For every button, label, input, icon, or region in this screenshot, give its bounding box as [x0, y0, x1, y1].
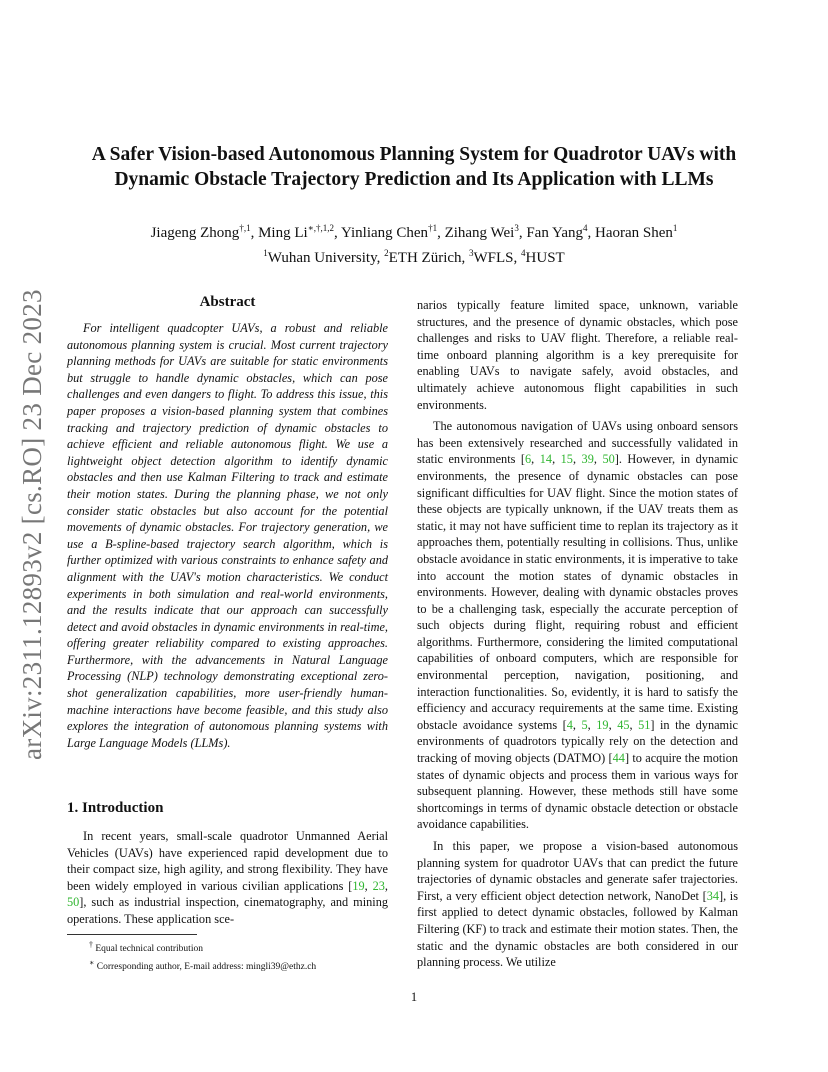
citation-link[interactable]: 15: [560, 452, 573, 467]
intro-paragraph-2: The autonomous navigation of UAVs using onboard sensors has been extensively researched and successfully validated in static environments [6, 14, 15, 39, 50]. However, in dynamic environments, the presence of dynamic obstacles can pose significant difficulties for UAV flight. Since the motion states of these objects are typically unknown, if the UAV treats them as static, it may not have sufficient time to replan its trajectory as it approaches them, potentially resulting in collisions. Thus, unlike obstacle avoidance in static environments, it is imperative to take into account the motion states of dynamic obstacles in environments. However, dealing with dynamic obstacles proves to be a challenging task, especially the accurate perception of such objects during flight, requiring robust and efficient algorithms. Furthermore, considering the limited computational capabilities of onboard computers, which are responsible for environmental perception, navigation, positioning, and interaction functionalities. So, evidently, it is hard to satisfy the efficiency and accuracy requirements at the same time. Existing obstacle avoidance systems [4, 5, 19, 45, 51] in the dynamic environments of quadrotors typically rely on the detection and tracking of moving objects (DATMO) [44] to acquire the motion states of dynamic objects and process them in various ways for subsequent planning. However, these methods still have some shortcomings in terms of dynamic obstacle detection or obstacle avoidance capabilities.: [417, 419, 738, 832]
affiliation-marker: 2: [384, 248, 389, 258]
footnote-divider: [67, 934, 197, 935]
author-affiliation-marker: 4: [583, 223, 588, 233]
citation-link[interactable]: 19: [352, 878, 365, 893]
author-name: Haoran Shen: [595, 225, 673, 241]
citation-link[interactable]: 19: [596, 717, 609, 732]
intro-paragraph-3: In this paper, we propose a vision-based autonomous planning system for quadrotor UAVs that can predict the future trajectories of dynamic obstacles and generate safer trajectories. First, a very efficient object detection network, NanoDet [34], is first applied to detect dynamic obstacles, followed by Kalman Filtering (KF) to track and estimate their motion states. Then, the static and the dynamic obstacles are both considered in our planning process. We utilize: [417, 839, 738, 970]
footnote-corresponding-author: ∗ Corresponding author, E-mail address: mingli39@ethz.ch: [89, 958, 317, 973]
affiliation-name: WFLS: [473, 250, 514, 266]
affiliation-marker: 1: [263, 248, 268, 258]
citation-link[interactable]: 44: [612, 751, 625, 766]
citation-link[interactable]: 51: [638, 717, 651, 732]
citation-link[interactable]: 5: [581, 717, 588, 732]
author-affiliation-marker: †1: [428, 223, 438, 233]
affiliation-name: HUST: [525, 250, 565, 266]
author-affiliation-marker: ∗,†,1,2: [307, 223, 335, 233]
citation-link[interactable]: 4: [566, 717, 573, 732]
affiliation-name: ETH Zürich: [388, 250, 462, 266]
title-line-2: Dynamic Obstacle Trajectory Prediction and Its Application with LLMs: [114, 169, 714, 190]
author-affiliation-marker: †,1: [239, 223, 251, 233]
author-block: [60, 218, 768, 268]
author-name: Yinliang Chen: [340, 225, 429, 241]
citation-link[interactable]: 34: [706, 888, 719, 903]
author-name: Ming Li: [258, 225, 308, 241]
abstract-text: For intelligent quadcopter UAVs, a robust and reliable autonomous planning system is crucial. Most current trajectory planning methods for UAVs are suitable for static environments but struggle to handle dynamic obstacles, which can pose challenges and even dangers to flight. To address this issue, this paper proposes a vision-based planning system that combines tracking and trajectory prediction of dynamic obstacles to achieve efficient and reliable autonomous flight. We use a lightweight object detection algorithm to identify dynamic obstacles and then use Kalman Filtering to track and estimate their motion states. During the planning phase, we not only consider static obstacles but also account for the potential movements of dynamic obstacles. For trajectory generation, we use a B-spline-based trajectory search algorithm, which is further optimized with various constraints to enhance safety and alignment with the UAV's motion characteristics. We conduct experiments in both simulation and real-world environments, and the results indicate that our approach can successfully detect and avoid obstacles in dynamic environments in real-time, offering greater reliability compared to existing approaches. Furthermore, with the advancements in Natural Language Processing (NLP) technology demonstrating exceptional zero-shot generalization capabilities, more user-friendly human-machine interactions have become feasible, and this study also explores the integration of autonomous planning systems with Large Language Models (LLMs).: [67, 321, 388, 750]
author-affiliation-marker: 3: [514, 223, 519, 233]
footnote-equal-contribution: † Equal technical contribution: [89, 940, 203, 955]
citation-link[interactable]: 45: [617, 717, 630, 732]
citation-link[interactable]: 6: [525, 452, 532, 467]
intro-paragraph-1-continued: narios typically feature limited space, unknown, variable structures, and the presence of dynamic obstacles, which pose challenges and risks to UAV flight. Therefore, a reliable real-time onboard planning algorithm is a key prerequisite for enabling UAVs to navigate safely, avoid obstacles, and ultimately achieve autonomous flight capabilities in such environments.: [417, 298, 738, 412]
citation-link[interactable]: 39: [581, 452, 594, 467]
citation-link[interactable]: 23: [372, 878, 385, 893]
author-name: Jiageng Zhong: [150, 225, 240, 241]
affiliation-marker: 4: [521, 248, 526, 258]
arxiv-stamp: arXiv:2311.12893v2 [cs.RO] 23 Dec 2023: [17, 289, 47, 760]
intro-paragraph-1: In recent years, small-scale quadrotor Unmanned Aerial Vehicles (UAVs) have experienced rapid development due to their compact size, high agility, and strong flexibility. They have been widely employed in various civilian applications [19, 23, 50], such as industrial inspection, cinematography, and mining operations. These application sce-: [67, 829, 388, 926]
section-heading-introduction: 1. Introduction: [67, 800, 164, 816]
citation-link[interactable]: 50: [602, 452, 615, 467]
citation-link[interactable]: 50: [67, 895, 80, 910]
right-column: [417, 297, 738, 976]
author-list: Jiageng Zhong$^{\dagger,1}$, Ming $Li^{∗,\dagger,1,2}$, Yinliang Chen$^{\dagger 1}$, Zihang Wei$^3$, Fan Yang$^4$, Haoran Shen$^1$: [150, 223, 678, 241]
title-line-1: A Safer Vision-based Autonomous Planning System for Quadrotor UAVs with: [91, 144, 737, 165]
author-affiliation-marker: 1: [672, 223, 678, 233]
abstract-heading: Abstract: [199, 294, 256, 310]
affiliation-name: Wuhan University: [267, 250, 377, 266]
author-name: Zihang Wei: [444, 225, 515, 241]
page-number: 1: [410, 990, 418, 1004]
footnotes: [67, 938, 388, 974]
affiliation-marker: 3: [469, 248, 474, 258]
author-name: Fan Yang: [526, 225, 583, 241]
citation-link[interactable]: 14: [539, 452, 553, 467]
affiliation-list: $^1$Wuhan University, $^2$ETH Zürich, $^3$WFLS, $^4$HUST: [263, 248, 565, 266]
paper-title: [60, 142, 768, 192]
